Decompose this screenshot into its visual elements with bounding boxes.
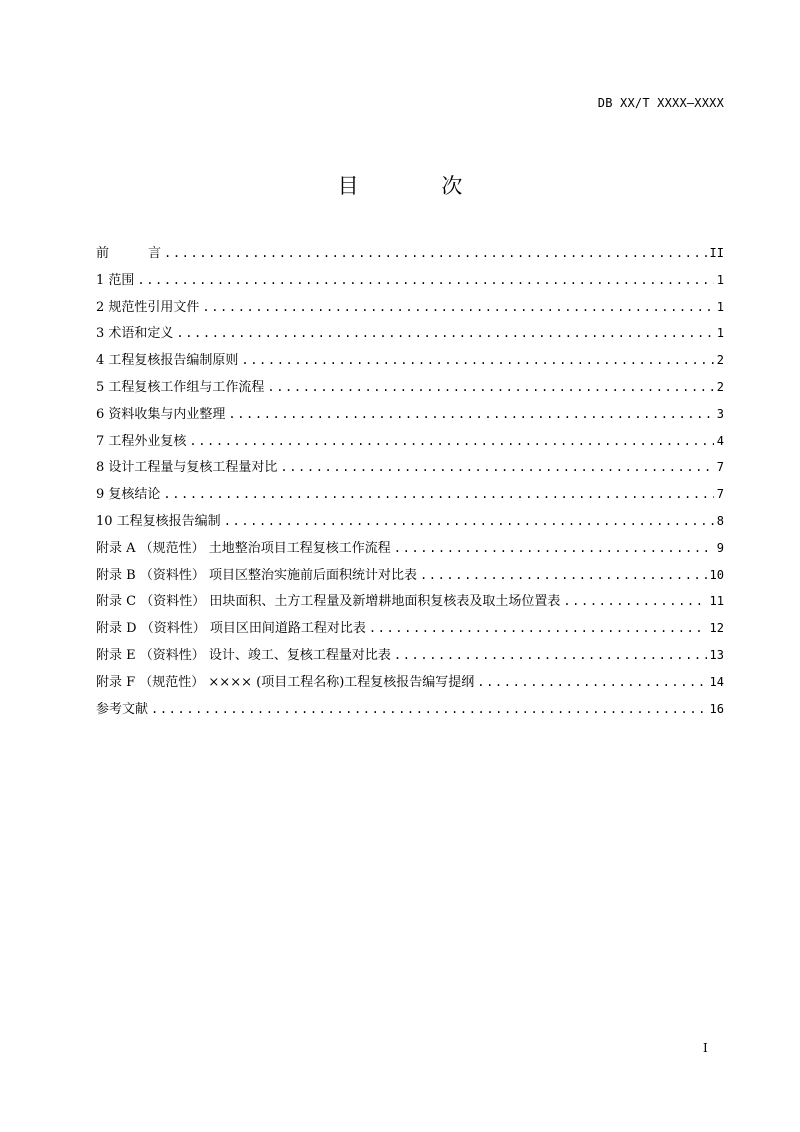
toc-entry-label: 前 言 bbox=[96, 246, 162, 261]
toc-dot-leader bbox=[394, 648, 707, 662]
toc-dot-leader bbox=[241, 353, 713, 367]
toc-dot-leader bbox=[267, 380, 713, 394]
toc-entry-page: 2 bbox=[716, 379, 724, 394]
toc-dot-leader bbox=[189, 434, 713, 448]
toc-dot-leader bbox=[477, 675, 706, 689]
toc-entry[interactable] bbox=[96, 349, 724, 376]
toc-dot-leader bbox=[137, 273, 713, 287]
table-of-contents bbox=[96, 242, 724, 724]
toc-entry-label: 10 工程复核报告编制 bbox=[96, 513, 221, 529]
toc-entry[interactable] bbox=[96, 617, 724, 644]
toc-entry-page: 11 bbox=[709, 594, 724, 609]
toc-entry[interactable] bbox=[96, 296, 724, 323]
toc-entry-label: 7 工程外业复核 bbox=[96, 433, 187, 449]
toc-entry-label: 附录 A （规范性） 土地整治项目工程复核工作流程 bbox=[96, 540, 391, 556]
toc-entry-page: 16 bbox=[709, 701, 724, 716]
toc-dot-leader bbox=[394, 541, 714, 555]
toc-entry[interactable] bbox=[96, 644, 724, 671]
toc-entry-page: 7 bbox=[716, 460, 724, 475]
toc-entry-label: 附录 D （资料性） 项目区田间道路工程对比表 bbox=[96, 621, 366, 637]
toc-entry-page: 13 bbox=[709, 647, 724, 662]
toc-dot-leader bbox=[151, 702, 707, 716]
toc-entry[interactable] bbox=[96, 403, 724, 430]
toc-entry[interactable] bbox=[96, 671, 724, 698]
toc-entry-page: 9 bbox=[716, 540, 724, 555]
toc-entry-page: 2 bbox=[716, 353, 724, 368]
toc-entry-page: 10 bbox=[709, 567, 724, 582]
toc-entry[interactable] bbox=[96, 698, 724, 725]
page-number: I bbox=[703, 1041, 708, 1055]
toc-entry[interactable] bbox=[96, 590, 724, 617]
toc-entry-page: 1 bbox=[716, 299, 724, 314]
toc-entry-page: 3 bbox=[716, 406, 724, 421]
toc-dot-leader bbox=[563, 594, 706, 608]
toc-entry[interactable] bbox=[96, 269, 724, 296]
toc-entry-page: II bbox=[709, 246, 724, 260]
toc-entry-label: 附录 E （资料性） 设计、竣工、复核工程量对比表 bbox=[96, 647, 391, 663]
toc-dot-leader bbox=[228, 407, 713, 421]
toc-entry-page: 1 bbox=[716, 272, 724, 287]
toc-entry-page: 12 bbox=[709, 621, 724, 636]
toc-entry[interactable] bbox=[96, 483, 724, 510]
toc-entry-label: 2 规范性引用文件 bbox=[96, 299, 200, 315]
toc-entry-label: 附录 F （规范性） ×××× (项目工程名称)工程复核报告编写提纲 bbox=[96, 674, 475, 690]
page-title: 目 次 bbox=[337, 174, 501, 198]
toc-entry-page: 4 bbox=[716, 433, 724, 448]
toc-entry-label: 3 术语和定义 bbox=[96, 326, 174, 342]
toc-entry-label: 9 复核结论 bbox=[96, 487, 161, 503]
toc-entry-label: 8 设计工程量与复核工程量对比 bbox=[96, 460, 278, 476]
toc-entry[interactable] bbox=[96, 510, 724, 537]
toc-entry-label: 附录 C （资料性） 田块面积、土方工程量及新增耕地面积复核表及取土场位置表 bbox=[96, 594, 561, 610]
toc-entry-page: 7 bbox=[716, 487, 724, 502]
toc-entry[interactable] bbox=[96, 322, 724, 349]
toc-entry-label: 参考文献 bbox=[96, 701, 149, 717]
toc-dot-leader bbox=[224, 514, 714, 528]
toc-dot-leader bbox=[280, 460, 713, 474]
toc-dot-leader bbox=[369, 621, 707, 635]
toc-dot-leader bbox=[202, 300, 713, 314]
toc-entry[interactable] bbox=[96, 376, 724, 403]
toc-entry-label: 5 工程复核工作组与工作流程 bbox=[96, 379, 265, 395]
toc-entry[interactable] bbox=[96, 430, 724, 457]
toc-entry[interactable] bbox=[96, 456, 724, 483]
toc-entry[interactable] bbox=[96, 564, 724, 591]
toc-entry-label: 1 范围 bbox=[96, 272, 135, 288]
toc-entry[interactable] bbox=[96, 537, 724, 564]
toc-entry-page: 14 bbox=[709, 674, 724, 689]
toc-entry-page: 1 bbox=[716, 326, 724, 341]
standard-code: DB XX/T XXXX—XXXX bbox=[597, 96, 724, 110]
toc-dot-leader bbox=[176, 326, 713, 340]
toc-dot-leader bbox=[420, 568, 707, 582]
toc-entry-label: 6 资料收集与内业整理 bbox=[96, 406, 226, 422]
toc-entry-label: 附录 B （资料性） 项目区整治实施前后面积统计对比表 bbox=[96, 567, 417, 583]
toc-entry-label: 4 工程复核报告编制原则 bbox=[96, 353, 239, 369]
toc-entry[interactable] bbox=[96, 242, 724, 269]
toc-dot-leader bbox=[164, 246, 707, 260]
toc-entry-page: 8 bbox=[716, 513, 724, 528]
toc-dot-leader bbox=[163, 487, 713, 501]
